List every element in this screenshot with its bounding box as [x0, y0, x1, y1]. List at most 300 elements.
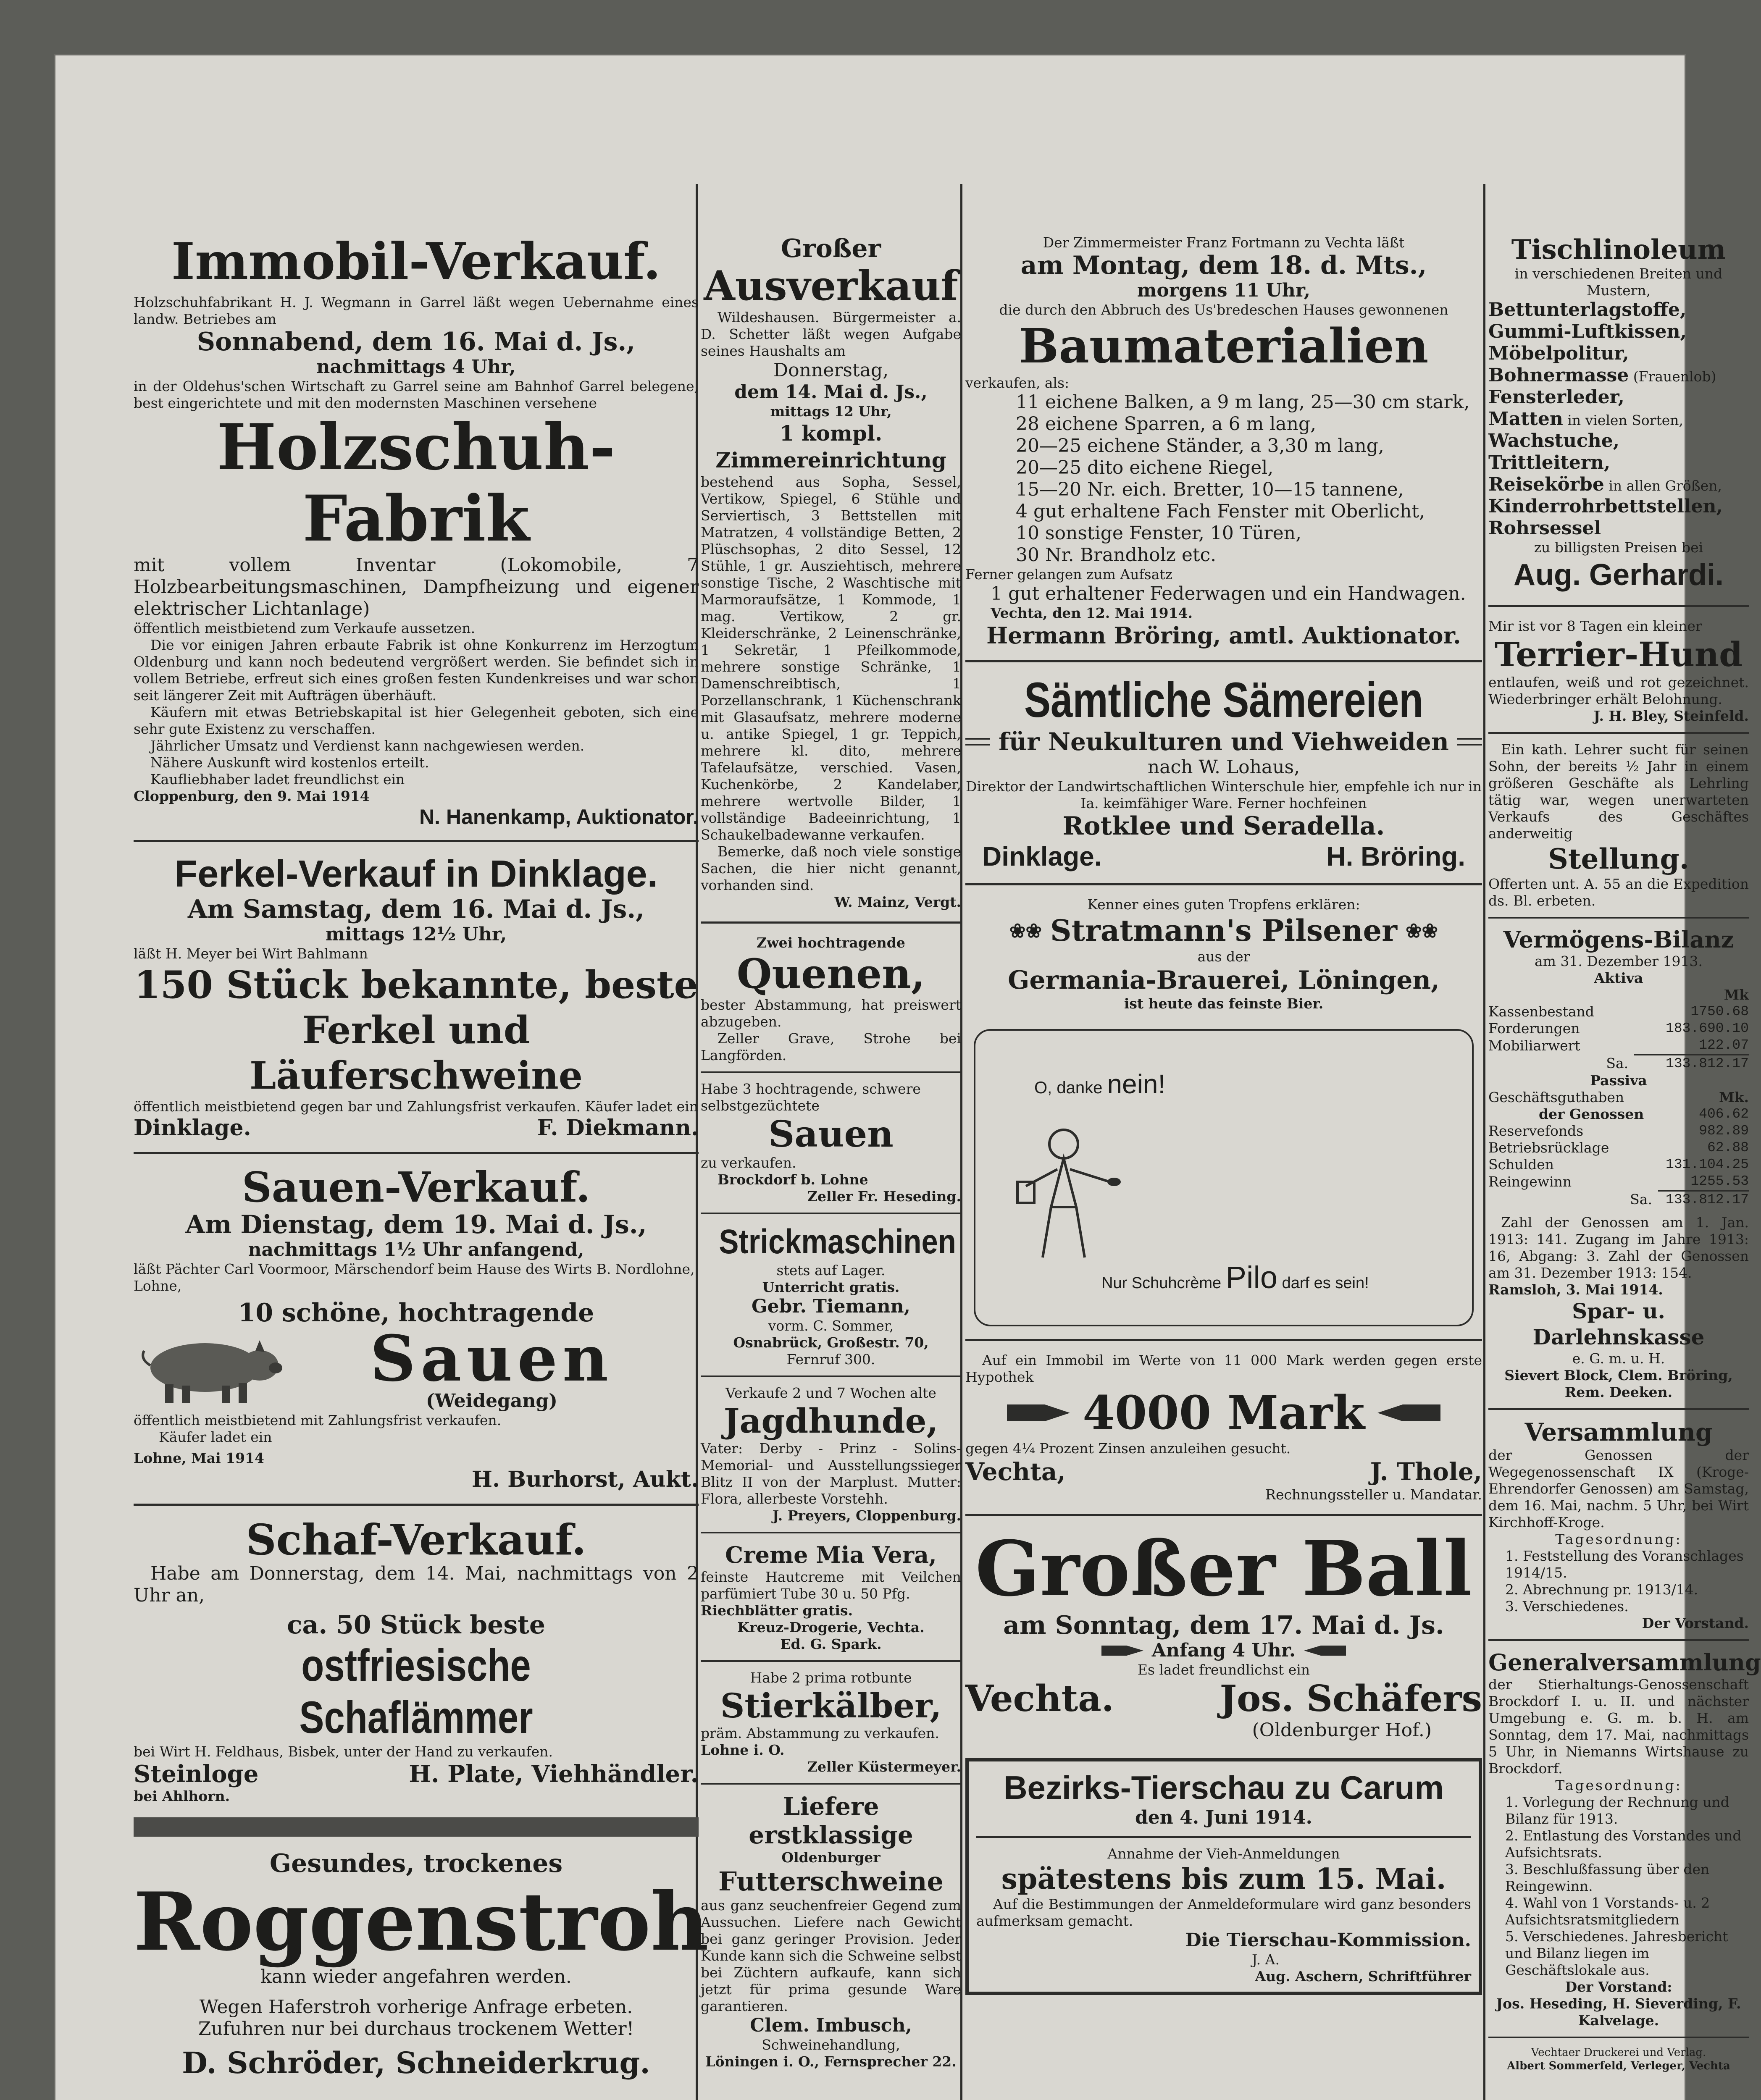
unit-label: Mk: [1724, 987, 1749, 1003]
ad-saemereien: [965, 673, 1482, 872]
ad-text: der Genossen der Wegegenossenschaft IX (Kroge-Ehrendorfer Genossen) am Samstag, dem 16. Mai, nachm. 5 Uhr, bei Wirt Kirchhoff-Kroge.: [1488, 1447, 1749, 1530]
ad-headline: ostfriesische Schaflämmer: [299, 1640, 533, 1743]
list-item: Wachstuche,: [1488, 430, 1620, 452]
ad-text: aus ganz seuchenfreier Gegend zum Aussuchen. Liefere nach Gewicht bei ganz geringer Provision. Jeder Kunde kann sich die Schweine selbst bei Züchtern aufkaufe, kann sich jetzt für prima gesunde Ware garantieren.: [701, 1897, 961, 2014]
ad-text: Wildeshausen. Bürgermeister a. D. Schetter läßt wegen Aufgabe seines Haushalts am: [701, 309, 961, 359]
ad-text: Mir ist vor 8 Tagen ein kleiner: [1488, 618, 1702, 634]
ad-futterschweine: [701, 1792, 961, 2070]
table-row: [1488, 1089, 1749, 1106]
table-cell-value: 133.812.17: [1665, 1056, 1749, 1071]
ad-time: mittags 12½ Uhr,: [325, 924, 507, 945]
ad-title: Vermögens-Bilanz: [1503, 926, 1734, 953]
ad-text: Brockdorf b. Lohne: [718, 1171, 868, 1188]
list-item: 15—20 Nr. eich. Bretter, 10—15 tannene,: [1016, 479, 1404, 500]
ad-text: Auf die Bestimmungen der Anmeldeformulare wird ganz besonders aufmerksam gemacht.: [976, 1896, 1471, 1929]
ad-place: Dinklage.: [982, 841, 1102, 872]
ad-stratmanns-pilsener: [965, 896, 1482, 1012]
ad-headline: 1 kompl. Zimmereinrichtung: [715, 421, 946, 472]
balance-table-aktiva: [1488, 1003, 1749, 1072]
ad-divider: [701, 1071, 961, 1073]
ad-shop: Kreuz-Drogerie, Vechta.: [737, 1619, 925, 1635]
ad-title: Bezirks-Tierschau zu Carum: [1004, 1769, 1444, 1806]
ad-text: Riechblätter gratis.: [701, 1602, 853, 1619]
ad-terrier-hund: [1488, 618, 1749, 724]
list-item: 30 Nr. Brandholz etc.: [1016, 544, 1217, 566]
ad-date: am Sonntag, dem 17. Mai d. Js.: [1003, 1611, 1444, 1640]
ad-date: Am Samstag, dem 16. Mai d. Js.,: [187, 895, 645, 924]
ad-text: öffentlich meistbietend gegen bar und Zahlungsfrist verkaufen. Käufer ladet ein: [134, 1098, 698, 1115]
ad-bezirks-tierschau: [965, 1758, 1482, 1995]
ad-text: Gesundes, trockenes: [269, 1849, 563, 1878]
ad-date: am Montag, dem 18. d. Mts.,: [1020, 251, 1427, 280]
ad-text: öffentlich meistbietend zum Verkaufe aussetzen.: [134, 620, 476, 636]
ad-pilo-schuhcreme: [974, 1029, 1474, 1326]
list-item: 5. Verschiedenes. Jahresbericht und Bilanz liegen im Geschäftslokale aus.: [1505, 1928, 1728, 1978]
item-list: [965, 391, 1482, 566]
ad-signature: W. Mainz, Vergt.: [834, 894, 961, 910]
ad-headline: spätestens bis zum 15. Mai.: [1001, 1862, 1446, 1896]
ad-headline: 150 Stück bekannte, beste: [134, 963, 698, 1007]
ad-text: vorm. C. Sommer,: [768, 1318, 894, 1334]
ad-text: Vater: Derby - Prinz - Solins-Memorial- und Ausstellungssieger Blitz II von der Marplust. Mutter: Flora, allerbeste Vorstehh.: [701, 1440, 961, 1507]
ad-text: Verkaufe 2 und 7 Wochen alte: [725, 1385, 936, 1401]
ad-text: am 31. Dezember 1913.: [1534, 953, 1703, 969]
ad-headline: ca. 50 Stück beste: [286, 1610, 546, 1640]
table-cell-label: Mobiliarwert: [1488, 1037, 1580, 1054]
table-cell-label: Sa.: [1606, 1055, 1629, 1071]
ad-signature: Zeller Küstermeyer.: [807, 1759, 961, 1775]
list-item-detail: in vielen Sorten,: [1563, 412, 1683, 428]
list-item: 3. Beschlußfassung über den Reingewinn.: [1505, 1861, 1710, 1894]
ad-divider: [1488, 1408, 1749, 1410]
ad-title: Jagdhunde,: [723, 1401, 938, 1441]
ad-baumaterialien: [965, 171, 1482, 649]
ad-title: Liefere erstklassige: [749, 1792, 913, 1849]
ad-signature: Jos. Heseding, H. Sieverding, F. Kalvelage.: [1496, 1995, 1741, 2029]
list-item: 10 sonstige Fenster, 10 Türen,: [1016, 522, 1301, 544]
ad-quenen: [701, 934, 961, 1064]
ad-text: die durch den Abbruch des Us'bredeschen Hauses gewonnenen: [999, 302, 1448, 318]
ad-speech-emphasis: nein!: [1107, 1069, 1166, 1099]
ad-text: Direktor der Landwirtschaftlichen Winterschule hier, empfehle ich nur in Ia. keimfähiger Ware. Ferner hochfeinen: [966, 778, 1482, 811]
ad-text: Zufuhren nur bei durchaus trockenem Wetter!: [198, 2018, 634, 2040]
ad-text: 1 gut erhaltener Federwagen und ein Handwagen.: [991, 583, 1466, 604]
ad-title: Stratmann's Pilsener: [1050, 913, 1397, 948]
ad-divider: [134, 840, 699, 842]
ad-title: Stellung.: [1548, 843, 1689, 875]
list-item-detail: in allen Größen,: [1604, 478, 1722, 494]
list-item: 28 eichene Sparren, a 6 m lang,: [1016, 413, 1317, 435]
ad-generalversammlung: [1488, 1648, 1761, 2029]
ad-text: in der Oldehus'schen Wirtschaft zu Garrel seine am Bahnhof Garrel belegene, best eingerichtete und mit den modernsten Maschinen versehene: [134, 378, 699, 411]
ad-text: Habe am Donnerstag, dem 14. Mai, nachmittags von 2 Uhr an,: [134, 1563, 699, 1606]
ad-title: Ferkel-Verkauf in Dinklage.: [174, 853, 658, 895]
ad-text: entlaufen, weiß und rot gezeichnet. Wiederbringer erhält Belohnung.: [1488, 674, 1749, 707]
ad-grosser-ball: [965, 1527, 1482, 1741]
table-row-total: [1488, 1055, 1749, 1072]
table-cell-value: 982.89: [1699, 1123, 1749, 1139]
ad-jagdhunde: [701, 1385, 961, 1524]
ad-text: e. G. m. u. H.: [1572, 1350, 1665, 1367]
table-cell-value: 1750.68: [1690, 1004, 1749, 1019]
ad-text: J. A.: [1252, 1951, 1280, 1968]
ad-title: Versammlung: [1524, 1418, 1713, 1446]
ad-text: Käufer ladet ein: [159, 1429, 272, 1445]
table-cell-label: Forderungen: [1488, 1020, 1580, 1037]
ad-text: Schweinehandlung,: [762, 2037, 900, 2053]
table-cell-value: 406.62: [1699, 1106, 1749, 1122]
ad-text: läßt H. Meyer bei Wirt Bahlmann: [134, 945, 368, 962]
ad-text: stets auf Lager.: [776, 1262, 886, 1278]
ad-divider: [965, 1514, 1482, 1516]
ad-title: Sämtliche Sämereien: [1024, 672, 1423, 728]
ad-signature: J. H. Bley, Steinfeld.: [1593, 708, 1749, 724]
ad-text: Zwei hochtragende: [757, 934, 905, 951]
table-row-total: [1488, 1191, 1749, 1208]
ad-signature: Aug. Aschern, Schriftführer: [1255, 1968, 1471, 1984]
ad-dateline: Cloppenburg, den 9. Mai 1914: [134, 788, 370, 804]
ad-brand: Pilo: [1225, 1260, 1278, 1295]
list-item: Reisekörbe: [1488, 474, 1604, 495]
table-cell-label: Kassenbestand: [1488, 1003, 1594, 1020]
list-item-detail: (Frauenlob): [1629, 368, 1716, 385]
ad-text: Käufern mit etwas Betriebskapital ist hier Gelegenheit geboten, sich eine sehr gute Existenz zu verschaffen.: [134, 704, 699, 737]
ad-divider: [701, 1376, 961, 1377]
ad-signature: J. Thole,: [1370, 1457, 1482, 1486]
ad-text: Donnerstag,: [773, 360, 889, 381]
ad-headline: Rotklee und Seradella.: [1062, 811, 1385, 841]
list-item: 1. Feststellung des Voranschlages 1914/15.: [1505, 1548, 1744, 1581]
balance-table-passiva: [1488, 1089, 1749, 1208]
ad-text: Großer: [781, 234, 881, 263]
ad-sauen: [701, 1081, 961, 1205]
ad-text: Oldenburger: [781, 1849, 880, 1866]
section-heading: Aktiva: [1594, 970, 1643, 986]
ad-text: Offerten unt. A. 55 an die Expedition ds. Bl. erbeten.: [1488, 876, 1749, 909]
ad-company: Gebr. Tiemann,: [752, 1296, 910, 1317]
ad-text: bei Wirt H. Feldhaus, Bisbek, unter der Hand zu verkaufen.: [134, 1743, 553, 1760]
ad-headline: für Neukulturen und Viehweiden: [999, 727, 1449, 756]
ad-signature: Jos. Schäfers: [1220, 1677, 1482, 1720]
ad-place: Steinloge: [134, 1760, 259, 1788]
ad-text: (Weidegang): [426, 1390, 557, 1412]
table-row: [1488, 1139, 1749, 1156]
ad-company: Clem. Imbusch,: [750, 2015, 912, 2036]
ad-ferkel-verkauf: [134, 853, 699, 1141]
pointing-hand-icon: [1007, 1398, 1070, 1428]
ad-text: der Stierhaltungs-Genossenschaft Brockdorf I. u. II. und nächster Umgebung e. G. m. b. H. am Sonntag, dem 17. Mai, nachmittags 5 Uhr, in Niemanns Wirtshause zu Brockdorf.: [1488, 1676, 1749, 1777]
column-4: [1488, 171, 1761, 2100]
list-item: Gummi-Luftkissen,: [1488, 321, 1687, 342]
ad-signature: F. Diekmann.: [537, 1115, 699, 1141]
table-cell-label: Schulden: [1488, 1156, 1554, 1173]
ad-dateline: Ramsloh, 3. Mai 1914.: [1488, 1281, 1663, 1298]
table-cell-label: der Genossen: [1539, 1106, 1644, 1122]
ad-subheading: Tagesordnung:: [1555, 1531, 1682, 1547]
newspaper-page: [54, 54, 1761, 2100]
ad-subheading: Tagesordnung:: [1555, 1777, 1682, 1793]
ad-signature: Zeller Fr. Heseding.: [807, 1188, 961, 1205]
ad-text: aus der: [1197, 948, 1250, 965]
column-3: [965, 171, 1482, 2100]
list-item: Matten: [1488, 408, 1563, 430]
ad-title: Strickmaschinen: [719, 1223, 956, 1261]
list-item: Bettunterlagstoffe,: [1488, 299, 1687, 320]
table-cell-label: Reingewinn: [1488, 1173, 1572, 1190]
ad-title: Creme Mia Vera,: [725, 1541, 937, 1568]
ad-signature: H. Bröring.: [1326, 841, 1465, 872]
ad-text: Der Zimmermeister Franz Fortmann zu Vechta läßt: [1043, 234, 1405, 251]
ad-text: ist heute das feinste Bier.: [1124, 995, 1324, 1012]
ad-schaf-verkauf: [134, 1517, 699, 1805]
ad-signature: H. Burhorst, Aukt.: [471, 1467, 699, 1492]
list-item: 4 gut erhaltene Fach Fenster mit Oberlicht,: [1016, 501, 1425, 522]
ad-dateline: Lohne, Mai 1914: [134, 1450, 264, 1466]
table-cell-value: 183.690.10: [1665, 1021, 1749, 1036]
ad-divider: [701, 1783, 961, 1785]
ad-text: läßt Pächter Carl Voormoor, Märschendorf beim Hause des Wirts B. Nordlohne, Lohne,: [134, 1261, 695, 1294]
ad-text: zu verkaufen.: [701, 1155, 796, 1171]
ad-strickmaschinen: [701, 1222, 961, 1368]
ad-slogan: darf es sein!: [1277, 1274, 1369, 1292]
ad-phone: Fernruf 300.: [786, 1351, 875, 1368]
ad-venue: (Oldenburger Hof.): [1252, 1719, 1432, 1741]
ad-dateline: Vechta, den 12. Mai 1914.: [991, 605, 1193, 621]
ad-text: bestehend aus Sopha, Sessel, Vertikow, Spiegel, 6 Stühle und Serviertisch, 3 Bettstellen mit Matratzen, 4 vollständige Betten, 2 Plüschsophas, 2 dito Sessel, 12 Stühle, 1 gr. Ausziehtisch, mehrere sonstige Tische, 2 Waschtische mit Marmoraufsätze, 1 Kommode, 1 mag. Vertikow, 2 gr. Kleiderschränke, 2 Leinenschränke, 1 Sekretär, 1 Pfeilkommode, mehrere sonstige Schränke, 1 Damenschreibtisch, 1 Porzellanschrank, 1 Küchenschrank mit Glasaufsatz, mehrere moderne u. antike Spiegel, 1 gr. Teppich, mehrere kl. dito, mehrere Tafelaufsätze, verschied. Vasen, Kuchenkörbe, 2 Kandelaber, mehrere wertvolle Bilder, 1 vollständige Badeeinrichtung, 1 Schaukelbadewanne verkaufen.: [701, 474, 961, 843]
table-row: [1488, 1037, 1749, 1055]
ad-text: mit vollem Inventar (Lokomobile, 7 Holzbearbeitungsmaschinen, Dampfheizung und eigener elektrischer Lichtanlage): [134, 554, 699, 620]
ad-divider: [1488, 2037, 1749, 2038]
ad-headline: Sauen: [370, 1322, 614, 1396]
ad-place: bei Ahlhorn.: [134, 1788, 230, 1804]
ad-text: Habe 2 prima rotbunte: [750, 1670, 912, 1686]
table-row: [1488, 1003, 1749, 1020]
ornament-icon: ❀❀: [1405, 919, 1438, 942]
table-row: [1488, 1173, 1749, 1191]
ad-time: mittags 12 Uhr,: [770, 403, 892, 420]
table-cell-value: 131.104.25: [1665, 1157, 1749, 1172]
ad-text: Kaufliebhaber ladet freundlichst ein: [150, 771, 405, 788]
ad-divider: [134, 1504, 699, 1506]
ad-divider: [1488, 1639, 1749, 1641]
ad-headline: Roggenstroh: [134, 1875, 709, 1969]
ad-divider: [701, 921, 961, 924]
ad-headline: 10 schöne, hochtragende: [238, 1298, 594, 1328]
ad-divider: [1488, 917, 1749, 919]
ad-headline: 4000 Mark: [1083, 1386, 1365, 1440]
ad-text: gegen 4¼ Prozent Zinsen anzuleihen gesucht.: [965, 1440, 1291, 1457]
unit-label: Mk.: [1719, 1089, 1749, 1105]
ad-sauen-verkauf: [134, 1165, 699, 1493]
ad-divider: [1488, 605, 1749, 607]
ad-signature: D. Schröder, Schneiderkrug.: [182, 2045, 650, 2080]
ad-signature: Hermann Bröring, amtl. Auktionator.: [986, 622, 1461, 649]
ad-time: Anfang 4 Uhr.: [1151, 1640, 1296, 1661]
ad-signature: Sievert Block, Clem. Bröring, Rem. Deeken.: [1504, 1367, 1733, 1400]
table-row: [1488, 1106, 1749, 1123]
ad-headline: Germania-Brauerei, Löningen,: [1008, 966, 1440, 995]
list-item: Bohnermasse: [1488, 365, 1629, 386]
table-row: [1488, 1020, 1749, 1037]
section-heading: Passiva: [1590, 1072, 1647, 1089]
ad-text: Unterricht gratis.: [762, 1279, 900, 1295]
ad-text: Bemerke, daß noch viele sonstige Sachen, die hier nicht genannt, vorhanden sind.: [701, 843, 961, 893]
ad-text: Nähere Auskunft wird kostenlos erteilt.: [150, 754, 429, 771]
ad-speech: O, danke: [1034, 1079, 1107, 1097]
ad-text: nach W. Lohaus,: [1147, 756, 1300, 778]
ad-title: Quenen,: [736, 950, 925, 998]
ad-time: nachmittags 4 Uhr,: [316, 356, 516, 378]
ad-text: Es ladet freundlichst ein: [1137, 1662, 1310, 1678]
ad-committee: Die Tierschau-Kommission.: [1185, 1929, 1471, 1951]
table-cell-label: Reservefonds: [1488, 1123, 1584, 1139]
ad-headline: Futterschweine: [718, 1866, 944, 1897]
ad-text: Rechnungssteller u. Mandatar.: [1265, 1486, 1482, 1503]
ad-stellung: [1488, 741, 1749, 909]
list-item: 11 eichene Balken, a 9 m lang, 25—30 cm stark,: [1016, 391, 1470, 413]
ad-headline: Baumaterialien: [1019, 319, 1429, 374]
ad-address: Osnabrück, Großestr. 70,: [733, 1334, 929, 1351]
list-item: 3. Verschiedenes.: [1505, 1598, 1629, 1614]
pointing-hand-icon: [1304, 1642, 1346, 1659]
ad-title: Sauen-Verkauf.: [242, 1163, 591, 1212]
table-row: [1488, 1123, 1749, 1139]
ad-title: Tischlinoleum: [1511, 234, 1726, 265]
ad-date: den 4. Juni 1914.: [1135, 1807, 1312, 1828]
ad-time: morgens 11 Uhr,: [1137, 280, 1311, 301]
ad-signature: Der Vorstand.: [1642, 1615, 1749, 1631]
ad-time: nachmittags 1½ Uhr anfangend,: [248, 1239, 584, 1260]
ad-tischlinoleum: [1488, 171, 1749, 594]
ad-place: Vechta,: [965, 1457, 1066, 1486]
ad-place: Lohne i. O.: [701, 1742, 785, 1758]
ad-text: öffentlich meistbietend mit Zahlungsfrist verkaufen.: [134, 1412, 502, 1428]
ad-divider: [701, 1532, 961, 1533]
ad-text: Ferner gelangen zum Aufsatz: [965, 566, 1172, 583]
ad-signature: Aug. Gerhardi.: [1513, 558, 1724, 592]
ad-text: Jährlicher Umsatz und Verdienst kann nachgewiesen werden.: [150, 738, 585, 754]
ad-title: Großer Ball: [975, 1525, 1472, 1613]
column-2: [701, 171, 961, 2100]
ad-place: Dinklage.: [134, 1115, 251, 1141]
ad-signature: J. Preyers, Cloppenburg.: [772, 1507, 961, 1524]
ad-title: Schaf-Verkauf.: [246, 1515, 586, 1564]
ad-title: Ausverkauf: [704, 262, 958, 310]
list-item: Fensterleder,: [1488, 386, 1624, 408]
ad-text: zu billigsten Preisen bei: [1534, 539, 1703, 556]
ad-title: Generalversammlung: [1488, 1649, 1761, 1676]
ad-owner: Ed. G. Spark.: [780, 1636, 882, 1652]
ad-divider: [701, 1213, 961, 1214]
ad-date: dem 14. Mai d. Js.,: [734, 381, 928, 403]
list-item: 1. Vorlegung der Rechnung und Bilanz für 1913.: [1505, 1794, 1729, 1827]
ad-headline: Ferkel und Läuferschweine: [250, 1008, 583, 1098]
ad-title: Terrier-Hund: [1494, 635, 1743, 674]
pointing-hand-icon: [1377, 1398, 1440, 1428]
ad-place: Vechta.: [965, 1677, 1114, 1720]
ad-text: in verschiedenen Breiten und Mustern,: [1514, 265, 1723, 299]
list-item: Möbelpolitur,: [1488, 343, 1629, 364]
ad-date: Am Dienstag, dem 19. Mai d. Js.,: [185, 1210, 647, 1239]
list-item: 20—25 dito eichene Riegel,: [1016, 457, 1274, 478]
ad-immobil-verkauf: [134, 171, 699, 829]
list-item: 20—25 eichene Ständer, a 3,30 m lang,: [1016, 435, 1384, 457]
ad-signature: N. Hanenkamp, Auktionator.: [419, 805, 699, 829]
printer-imprint: Albert Sommerfeld, Verleger, Vechta: [1507, 2060, 1730, 2072]
table-cell-label: Geschäftsguthaben: [1488, 1089, 1624, 1105]
ad-date: Sonnabend, dem 16. Mai d. Js.,: [197, 327, 636, 357]
table-cell-value: 122.07: [1634, 1037, 1749, 1055]
ad-text: kann wieder angefahren werden.: [260, 1966, 572, 1987]
list-item: 2. Abrechnung pr. 1913/14.: [1505, 1581, 1698, 1598]
product-list: [1488, 299, 1749, 539]
ad-text: Holzschuhfabrikant H. J. Wegmann in Garrel läßt wegen Uebernahme eines landw. Betriebes am: [134, 294, 699, 327]
list-item: 2. Entlastung des Vorstandes und Aufsichtsrats.: [1505, 1827, 1742, 1861]
list-item: Rohrsessel: [1488, 517, 1601, 539]
list-item: Trittleitern,: [1488, 452, 1611, 473]
ad-stierkaelber: [701, 1670, 961, 1775]
table-cell-value: 133.812.17: [1665, 1192, 1749, 1208]
table-cell-value: 1255.53: [1658, 1173, 1749, 1191]
ad-divider: [134, 1152, 699, 1154]
ad-title: Immobil-Verkauf.: [171, 232, 661, 291]
ad-4000-mark: [965, 1352, 1482, 1503]
ad-versammlung: [1488, 1418, 1749, 1632]
list-item: 4. Wahl von 1 Vorstands- u. 2 Aufsichtsratsmitgliedern: [1505, 1895, 1710, 1928]
table-cell-label: Betriebsrücklage: [1488, 1139, 1609, 1156]
ad-vermoegens-bilanz: [1488, 926, 1749, 1401]
ad-text: feinste Hautcreme mit Veilchen parfümiert Tube 30 u. 50 Pfg.: [701, 1569, 961, 1602]
pointing-hand-icon: [1101, 1642, 1143, 1659]
column-rule: [1483, 184, 1485, 2100]
ad-headline: Spar- u. Darlehnskasse: [1532, 1299, 1705, 1349]
ad-text: Ein kath. Lehrer sucht für seinen Sohn, der bereits ½ Jahr in einem größeren Geschäfte als Lehrling tätig war, wegen unerwarteten Verkaufs des Geschäftes anderweitig: [1488, 741, 1749, 842]
ad-text: Annahme der Vieh-Anmeldungen: [1107, 1845, 1340, 1862]
ad-divider: [965, 883, 1482, 885]
ad-address: Löningen i. O., Fernsprecher 22.: [705, 2053, 957, 2070]
ad-roggenstroh: [134, 1849, 709, 2082]
ad-divider: [701, 1660, 961, 1662]
ad-signature: H. Plate, Viehhändler.: [409, 1760, 699, 1788]
ad-text: Auf ein Immobil im Werte von 11 000 Mark werden gegen erste Hypothek: [965, 1352, 1482, 1385]
ad-divider: [965, 1339, 1482, 1341]
ad-text: Die vor einigen Jahren erbaute Fabrik ist ohne Konkurrenz im Herzogtum Oldenburg und kann noch bedeutend vergrößert werden. Sie befindet sich in vollem Betriebe, erfreut sich eines großen festen Kundenkreises und war schon seit längerer Zeit mit Aufträgen überhäuft.: [134, 637, 699, 704]
table-cell-value: 62.88: [1707, 1140, 1749, 1155]
pig-illustration: [134, 1332, 285, 1407]
ad-title: Stierkälber,: [720, 1686, 942, 1725]
printer-imprint: Vechtaer Druckerei und Verlag.: [1531, 2046, 1706, 2059]
ad-text: Wegen Haferstroh vorherige Anfrage erbeten.: [199, 1996, 633, 2018]
ad-ausverkauf: [701, 171, 961, 911]
ad-divider: [976, 1836, 1471, 1838]
ornament-icon: ❀❀: [1009, 919, 1042, 942]
column-1: [134, 171, 709, 2100]
table-cell-label: Sa.: [1630, 1191, 1652, 1208]
ad-slogan: Nur Schuhcrème: [1101, 1274, 1226, 1292]
ad-creme-mia-vera: [701, 1541, 961, 1653]
ad-headline: Holzschuh-Fabrik: [216, 410, 616, 556]
table-row: [1488, 1156, 1749, 1173]
list-item: Kinderrohrbettstellen,: [1488, 496, 1723, 517]
ad-text: Zahl der Genossen am 1. Jan. 1913: 141. Zugang im Jahre 1913: 16, Abgang: 3. Zahl der Genossen am 31. Dezember 1913: 154.: [1488, 1214, 1749, 1281]
ad-text: Zeller Grave, Strohe bei Langförden.: [701, 1030, 961, 1063]
ad-divider: [1488, 732, 1749, 734]
ad-text: verkaufen, als:: [965, 375, 1070, 391]
ad-title: Sauen: [768, 1113, 894, 1155]
ad-divider: [965, 660, 1482, 662]
ad-divider-bar: [134, 1817, 699, 1837]
ad-text: präm. Abstammung zu verkaufen.: [701, 1725, 939, 1741]
